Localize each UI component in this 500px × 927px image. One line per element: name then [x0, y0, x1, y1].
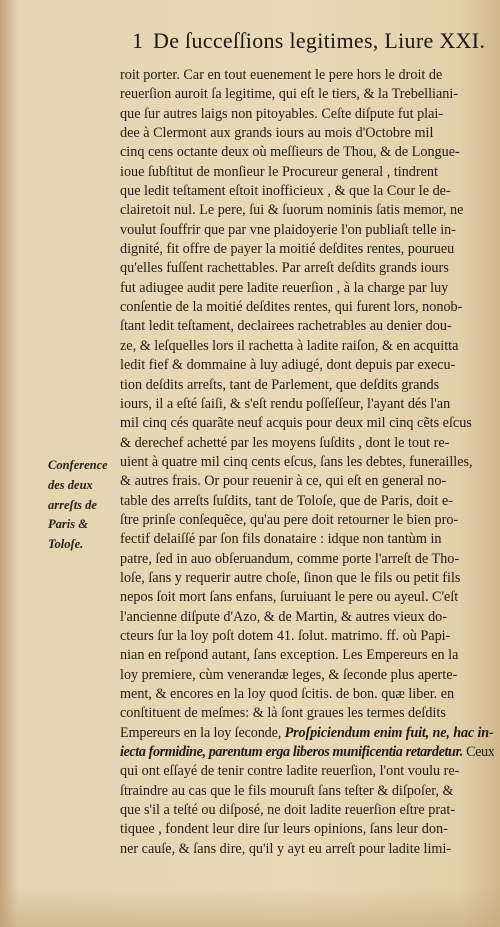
text-line: dee à Clermont aux grands iours au mois d'Octobre mil [120, 125, 434, 142]
text-line: & derechef achetté par les moyens ſuſdits , dont le tout re- [120, 434, 450, 451]
text-line: loſe, ſans y requerir autre choſe, ſinon que le fils ou petit fils [120, 569, 461, 586]
text-line: conſentie de la moitié deſdites rentes, qui furent lors, nonob- [120, 299, 463, 316]
marginal-note-line: des deux [48, 477, 93, 492]
text-line: table des arreſts ſuſdits, tant de Toloſe, que de Paris, doit e- [120, 492, 453, 509]
text-line: que ſur autres laigs non pitoyables. Ceſte diſpute fut plai- [120, 105, 444, 122]
text-line: ioue ſubſtitut de monſieur le Procureur general , tindrent [120, 163, 438, 180]
text-line: voulut ſouffrir que par vne plaidoyerie l'on publiaſt telle in- [120, 221, 457, 238]
text-line-roman: Ceux [462, 744, 494, 761]
text-line: uient à quatre mil cinq cents eſcus, ſans les debtes, funerailles, [120, 453, 473, 470]
body-text [120, 66, 494, 859]
text-line: que ledit teſtament eſtoit inofficieux , & que la Cour le de- [120, 183, 451, 200]
text-line: nian en reſpond autant, ſans exception. Les Empereurs en la [120, 647, 459, 664]
text-line: qui ont eſſayé de tenir contre ladite reuerſion, l'ont voulu re- [120, 763, 460, 780]
latin-quotation: Proſpiciendum enim fuit, ne, hac in- [284, 724, 494, 741]
text-line: dignité, fit offre de payer la moitié deſdites rentes, pourueu [120, 241, 455, 258]
marginal-note-line: Conference [48, 458, 108, 472]
text-line: nepos ſoit mort ſans enfans, ſuruiuant le pere ou ayeul. C'eſt [120, 589, 459, 606]
folio-number: 1 [132, 28, 143, 53]
text-line: cinq cens octante deux où meſſieurs de Thou, & de Longue- [120, 144, 460, 161]
text-line: fectif delaiſſé par ſon fils donataire : idque non tantùm in [120, 531, 442, 548]
text-line: ze, & leſquelles lors il rachetta à ladite raiſon, & en acquitta [120, 337, 459, 354]
text-line: l'ancienne diſpute d'Azo, & de Martin, & autres vieux do- [120, 608, 447, 625]
text-line-mixed [120, 743, 494, 762]
text-line: ment, & encores en la loy quod ſcitis. de bon. quæ liber. en [120, 686, 455, 702]
text-line: ledit fief & dommaine à luy adiugé, dont depuis par execu- [120, 357, 456, 374]
text-line-mixed [120, 724, 494, 743]
text-line: ner cauſe, & ſans dire, qu'il y ayt eu arreſt pour ladite limi- [120, 840, 452, 857]
text-line: mil cinq cés quarãte neuf acquis pour deux mil cinq cẽts eſcus [120, 415, 472, 432]
marginal-note-line: Paris & [48, 517, 88, 532]
text-line: qu'elles fuſſent rachettables. Par arreſt deſdits grands iours [120, 260, 449, 277]
text-line: ſtant ledit teſtament, declairees rachetrables au denier dou- [120, 318, 452, 335]
marginal-note-line: Toloſe. [48, 537, 84, 552]
text-line: roit porter. Car en tout euenement le pere hors le droit de [120, 67, 443, 83]
text-line-roman: Empereurs en la loy ſeconde, [120, 724, 285, 741]
latin-quotation: iecta formidine, parentum erga liberos munificentia retardetur. [120, 744, 463, 761]
text-line: iours, il a eſté ſaiſi, & s'eſt rendu poſſeſſeur, l'ayant dés l'an [120, 395, 451, 412]
text-line: loy premiere, cùm venerandæ leges, & ſeconde plus aperte- [120, 666, 458, 683]
text-line: clairetoit nul. Le pere, ſui & ſuorum nominis ſatis memor, ne [120, 202, 464, 219]
marginal-note-line: arreſts de [48, 497, 97, 512]
text-line: fut adiugee audit pere ladite reuerſion , à la charge par luy [120, 279, 449, 296]
text-line: que s'il a teſté ou diſposé, ne doit ladite reuerſion eſtre prat- [120, 802, 456, 819]
text-line: patre, ſed in auo obſeruandum, comme porte l'arreſt de Tho- [120, 550, 460, 567]
running-header [132, 28, 494, 58]
text-line: tiquee , fondent leur dire ſur leurs opinions, ſans leur don- [120, 821, 448, 838]
text-line: & autres frais. Or pour reuenir à ce, qui eſt en general no- [120, 473, 447, 490]
text-line: conſtituent de meſmes: & là ſont graues les termes deſdits [120, 705, 446, 722]
text-line: reuerſion auroit ſa legitime, qui eſt le tiers, & la Trebelliani- [120, 86, 459, 103]
marginal-note [48, 456, 114, 555]
text-line: ſtraindre au cas que le fils mouruſt ſans teſter & diſpoſer, & [120, 782, 454, 799]
text-line: ſtre prinſe conſequẽce, qu'au pere doit retourner le bien pro- [120, 511, 459, 528]
text-line: tion deſdits arreſts, tant de Parlement, que deſdits grands [120, 376, 440, 393]
running-title: De ſucceſſions legitimes, Liure XXI. [153, 28, 486, 53]
text-line: cteurs ſur la loy poſt dotem 41. ſolut. matrimo. ff. où Papi- [120, 627, 451, 644]
